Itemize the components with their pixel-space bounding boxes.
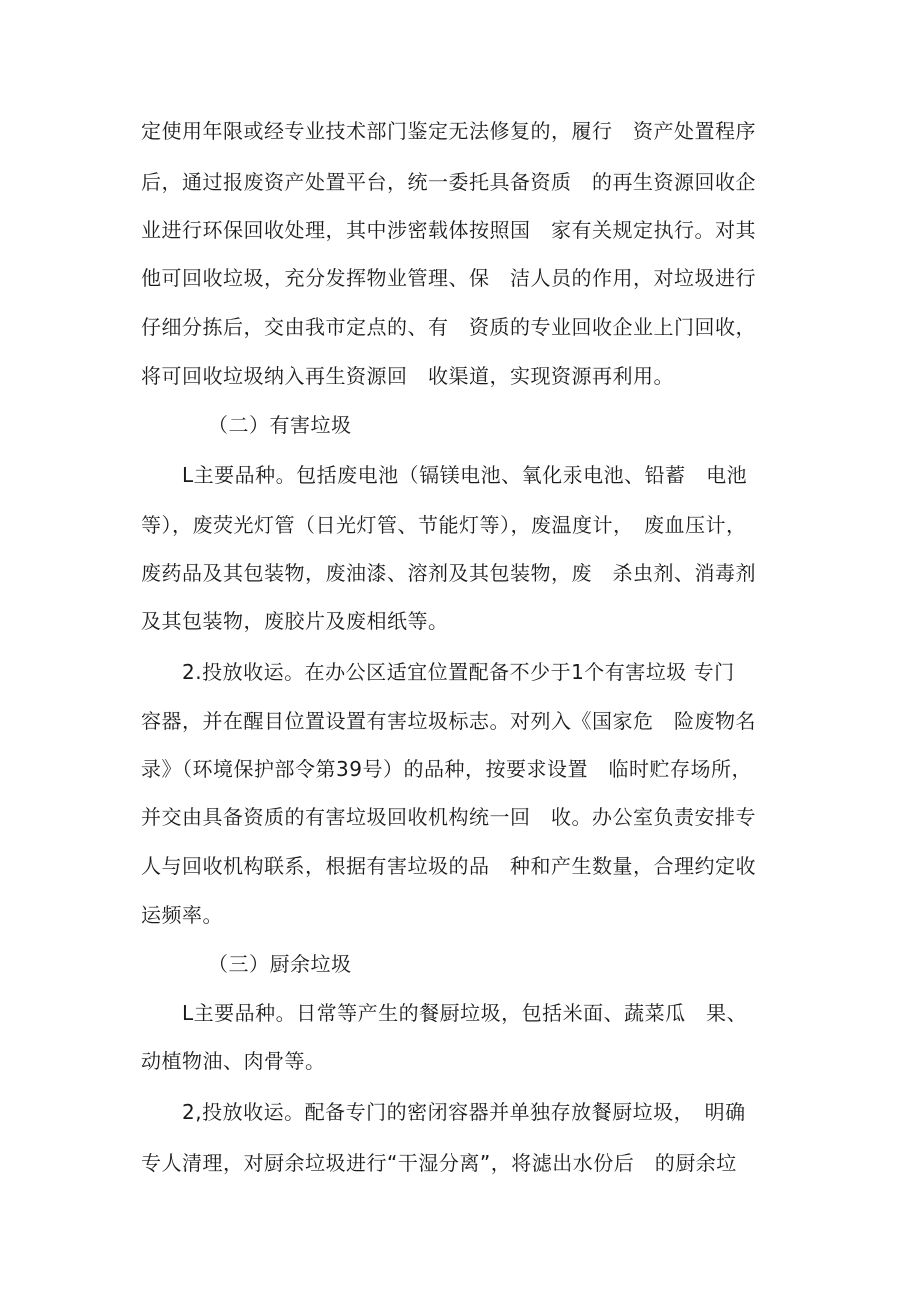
text-line: 专人清理，对厨余垃圾进行“干湿分离”，将滤出水份后 的厨余垃 (141, 1151, 737, 1175)
text-line: 2,投放收运。配备专门的密闭容器并单独存放餐厨垃圾， 明确 (141, 1100, 746, 1124)
text-line: 运频率。 (141, 903, 223, 927)
text-line: 业进行环保回收处理，其中涉密载体按照国 家有关规定执行。对其 (141, 218, 756, 242)
section-heading: （三）厨余垃圾 (208, 952, 352, 976)
text-line: 容器，并在醒目位置设置有害垃圾标志。对列入《国家危 险废物名 (141, 709, 756, 733)
text-line: 人与回收机构联系，根据有害垃圾的品 种和产生数量，合理约定收 (141, 854, 756, 878)
text-line: 录》（环境保护部令第39号）的品种，按要求设置 临时贮存场所， (141, 757, 752, 781)
text-line: 定使用年限或经专业技术部门鉴定无法修复的，履行 资产处置程序 (141, 119, 756, 143)
text-line: 仔细分拣后，交由我市定点的、有 资质的专业回收企业上门回收， (141, 315, 756, 339)
text-line: 及其包装物，废胶片及废相纸等。 (141, 609, 449, 633)
text-line: 并交由具备资质的有害垃圾回收机构统一回 收。办公室负责安排专 (141, 805, 756, 829)
text-line: 后，通过报废资产处置平台，统一委托具备资质 的再生资源回收企 (141, 170, 756, 194)
section-heading: （二）有害垃圾 (208, 413, 352, 437)
text-line: 等），废荧光灯管（日光灯管、节能灯等），废温度计， 废血压计， (141, 513, 747, 537)
text-line: 废药品及其包装物，废油漆、溶剂及其包装物，废 杀虫剂、消毒剂 (141, 561, 756, 585)
text-line: 他可回收垃圾，充分发挥物业管理、保 洁人员的作用，对垃圾进行 (141, 266, 756, 290)
text-line: 将可回收垃圾纳入再生资源回 收渠道，实现资源再利用。 (141, 364, 674, 388)
text-line: 动植物油、肉骨等。 (141, 1049, 326, 1073)
text-line: 2.投放收运。在办公区适宜位置配备不少于1个有害垃圾 专门 (141, 660, 735, 684)
text-line: L主要品种。日常等产生的餐厨垃圾，包括米面、蔬菜瓜 果、 (141, 1001, 748, 1025)
text-line: L主要品种。包括废电池（镉镁电池、氧化汞电池、铅蓄 电池 (141, 463, 748, 487)
